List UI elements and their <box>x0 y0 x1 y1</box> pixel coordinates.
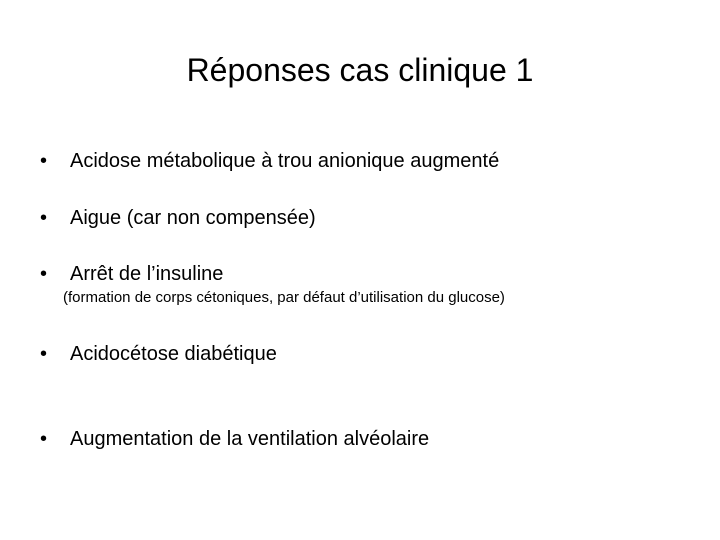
bullet-item <box>40 148 499 174</box>
bullet-icon: • <box>40 150 48 172</box>
slide-title: Réponses cas clinique 1 <box>186 52 534 88</box>
bullet-text: Arrêt de l’insuline <box>70 263 224 285</box>
bullet-icon: • <box>40 428 48 450</box>
bullet-item <box>40 261 223 287</box>
bullet-item <box>40 205 316 231</box>
bullet-text: Augmentation de la ventilation alvéolaire <box>70 428 430 450</box>
bullet-icon: • <box>40 263 48 285</box>
bullet-icon: • <box>40 207 48 229</box>
bullet-subtext: (formation de corps cétoniques, par défaut d’utilisation du glucose) <box>63 289 505 306</box>
bullet-text: Acidose métabolique à trou anionique augmenté <box>70 150 500 172</box>
bullet-item <box>40 426 429 452</box>
bullet-item <box>40 341 277 367</box>
bullet-text: Aigue (car non compensée) <box>70 207 316 229</box>
bullet-text: Acidocétose diabétique <box>70 343 277 365</box>
bullet-icon: • <box>40 343 48 365</box>
